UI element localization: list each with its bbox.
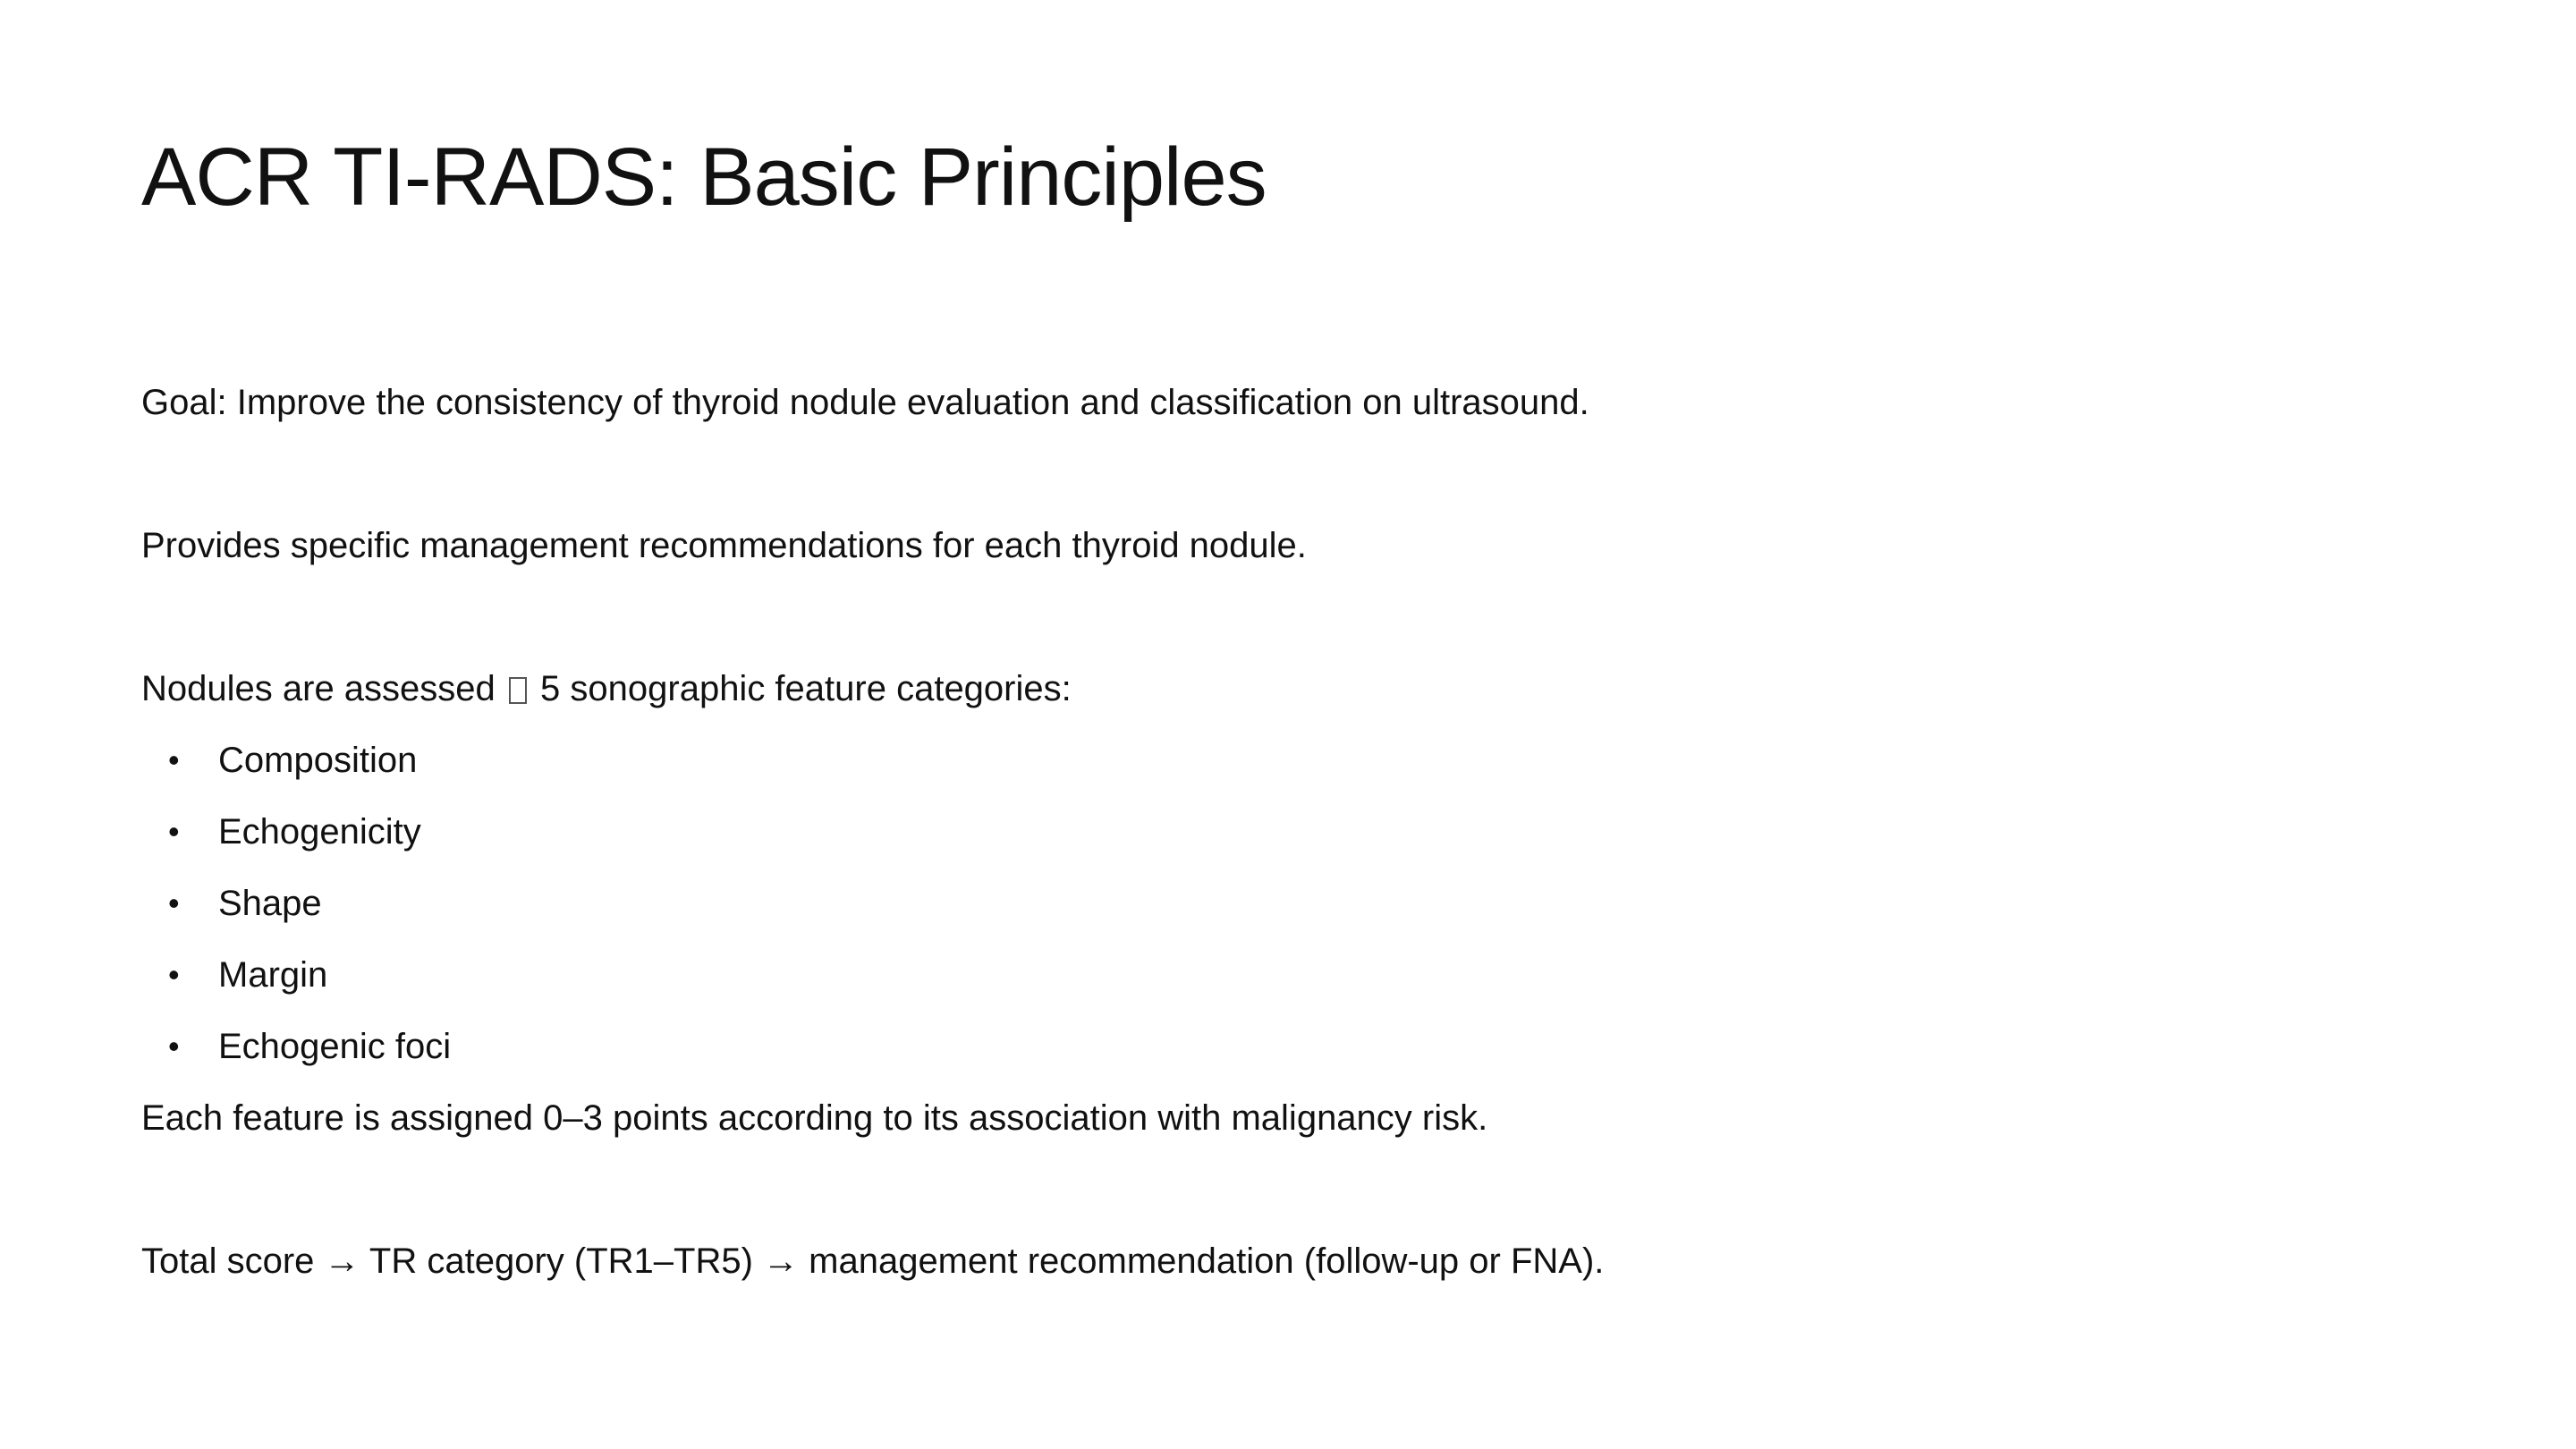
bullet-icon: • xyxy=(168,741,180,778)
list-item xyxy=(141,1020,2467,1073)
feature-label: Margin xyxy=(218,955,328,995)
missing-glyph-icon xyxy=(509,677,527,704)
assessed-paragraph xyxy=(141,662,2467,716)
list-item xyxy=(141,733,2467,787)
bullet-icon: • xyxy=(168,1028,180,1064)
list-item xyxy=(141,877,2467,930)
points-paragraph: Each feature is assigned 0–3 points according to its association with malignancy risk. xyxy=(141,1098,1488,1138)
assessed-suffix: 5 sonographic feature categories: xyxy=(540,669,1072,708)
slide-title: ACR TI-RADS: Basic Principles xyxy=(141,131,1267,223)
feature-label: Composition xyxy=(218,741,418,780)
feature-label: Echogenicity xyxy=(218,812,421,852)
slide-body xyxy=(141,376,2467,1288)
feature-list xyxy=(141,733,2467,1073)
bullet-icon: • xyxy=(168,813,180,850)
management-paragraph: Provides specific management recommendations for each thyroid nodule. xyxy=(141,526,1307,565)
bullet-icon: • xyxy=(168,885,180,921)
assessed-prefix: Nodules are assessed xyxy=(141,669,496,708)
feature-label: Echogenic foci xyxy=(218,1027,452,1066)
list-item xyxy=(141,948,2467,1002)
total-score-paragraph: Total score → TR category (TR1–TR5) → management recommendation (follow-up or FNA). xyxy=(141,1241,1605,1281)
list-item xyxy=(141,805,2467,859)
bullet-icon: • xyxy=(168,956,180,993)
feature-label: Shape xyxy=(218,884,322,923)
goal-paragraph: Goal: Improve the consistency of thyroid nodule evaluation and classification on ultrasound. xyxy=(141,383,1589,422)
